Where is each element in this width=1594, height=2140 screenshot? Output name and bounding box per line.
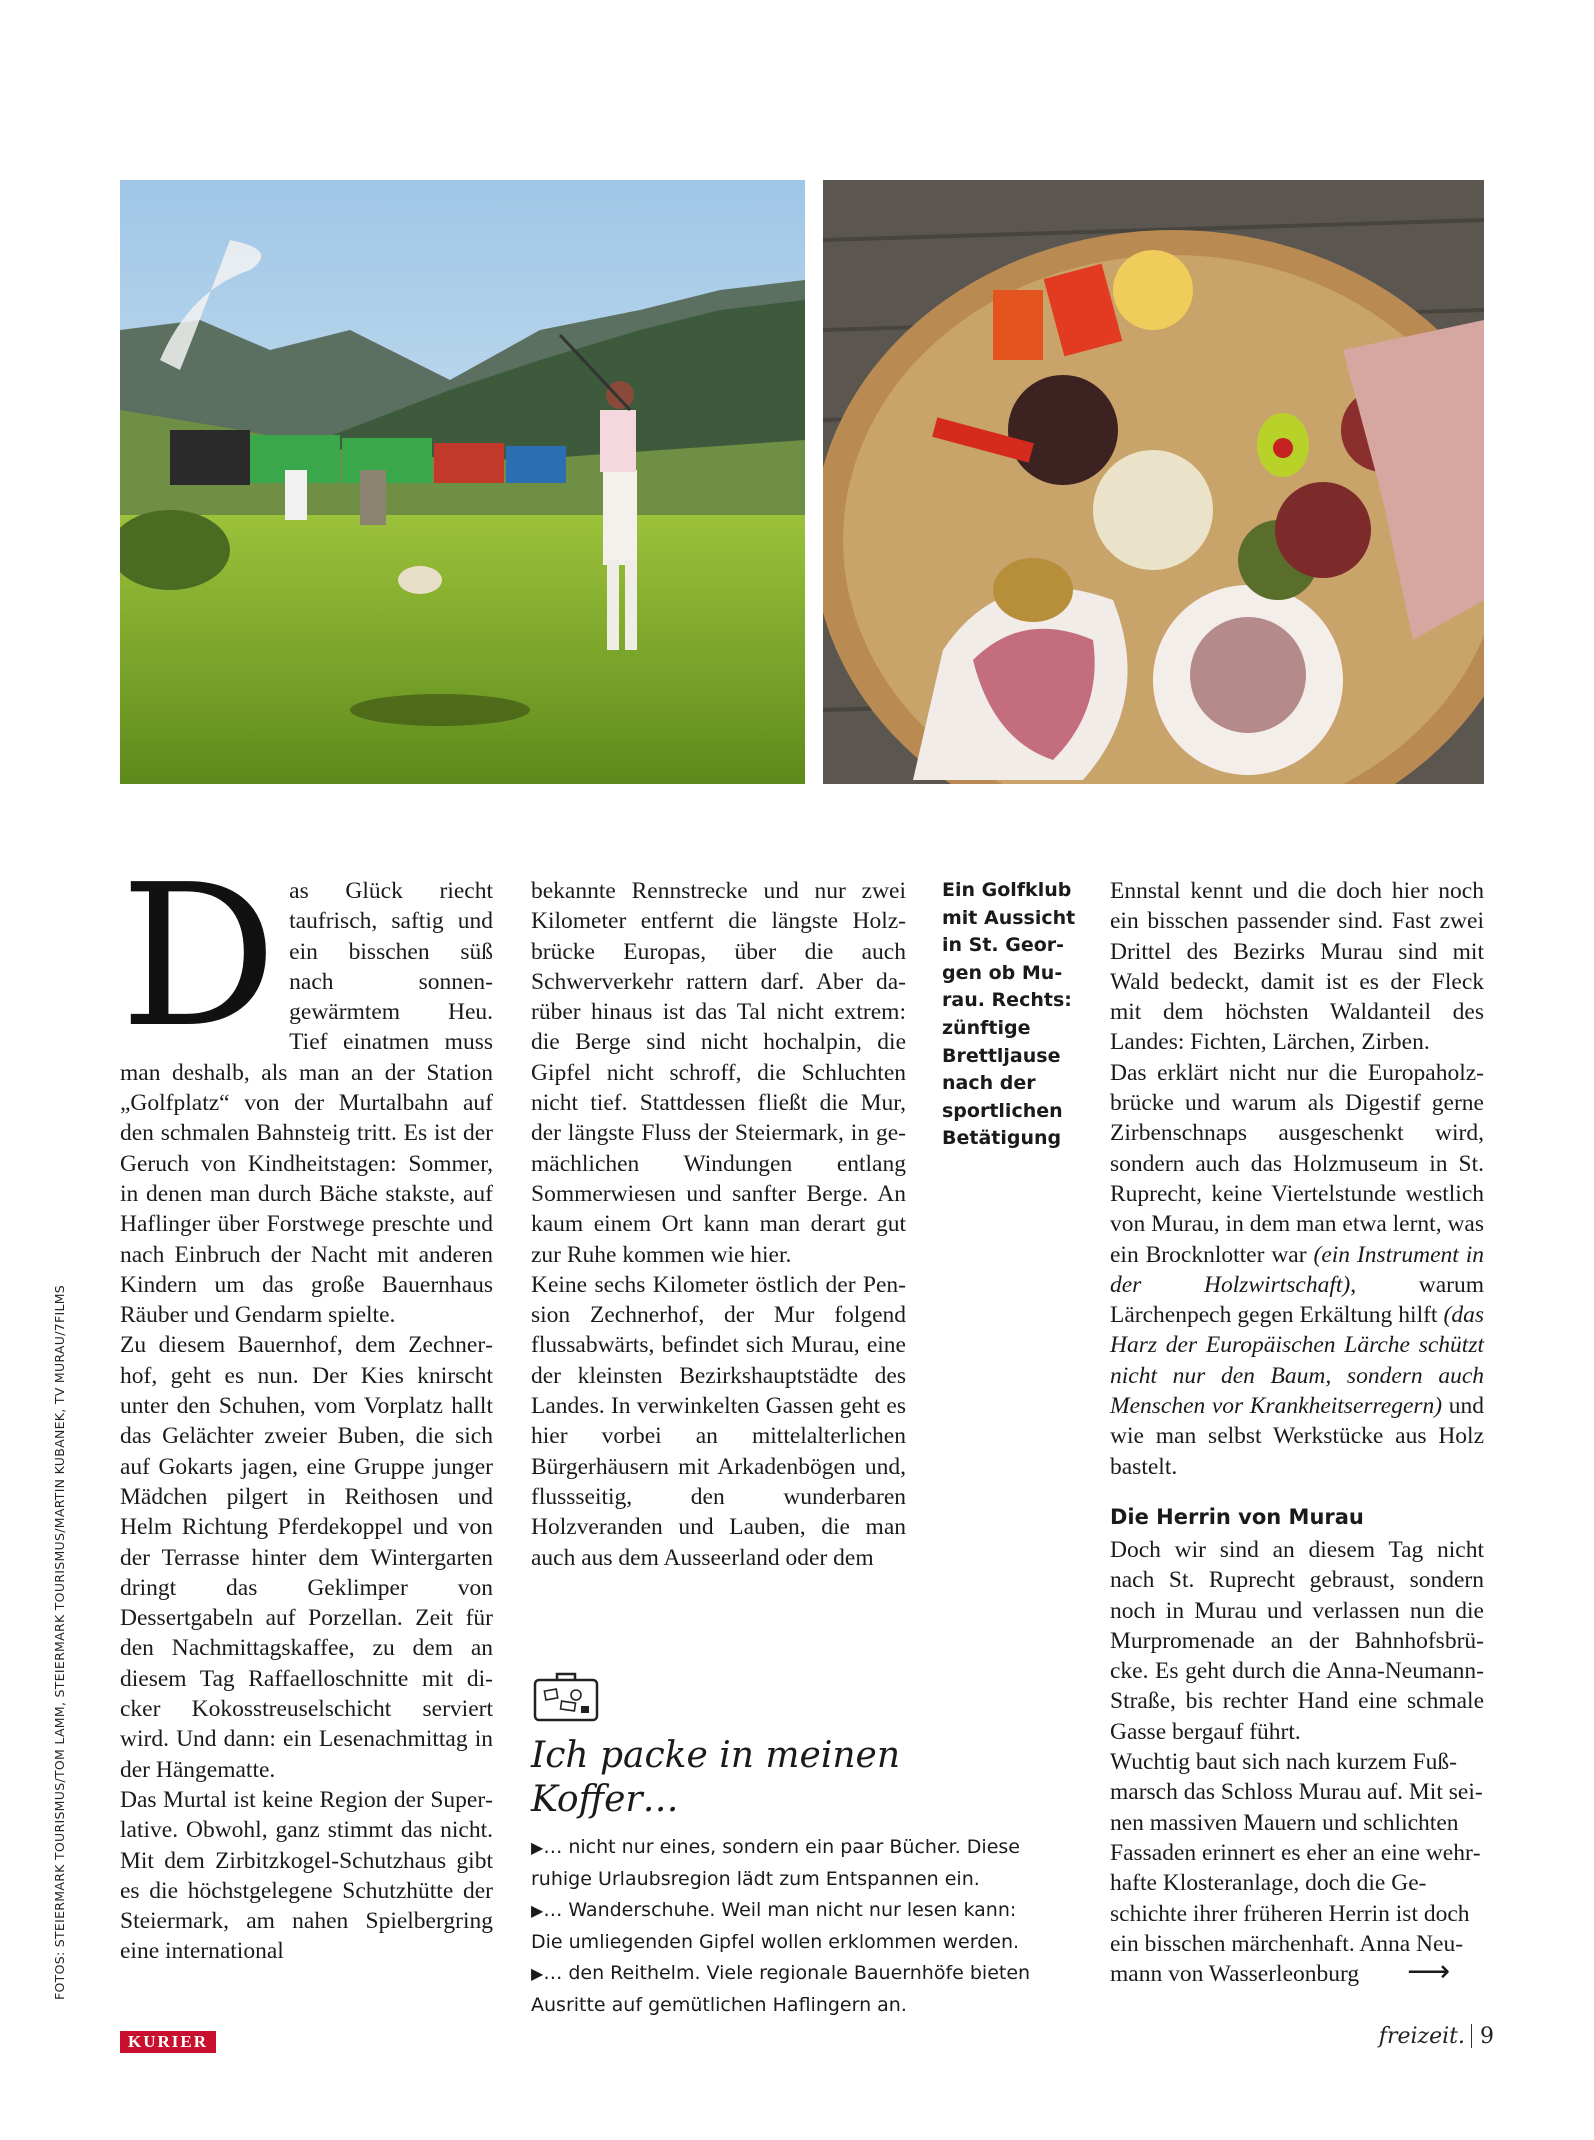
arrow-right-icon: ⟶: [1407, 1954, 1451, 1990]
triangle-bullet-icon: ▶: [531, 1964, 544, 1983]
caption-line: Betätigung: [942, 1127, 1062, 1150]
triangle-bullet-icon: ▶: [531, 1838, 544, 1857]
caption-line: Brettljause: [942, 1044, 1061, 1067]
paragraph: Das erklärt nicht nur die Europaholzbrücke und warum als Digestif gerne Zirbenschnaps ausgeschenkt wird, sondern auch das Holzmuseum in St. Ruprecht, keine Viertelstunde westlich von Murau, in dem man etwa lernt, was ein Brocknlotter war (ein Instrument in der Holzwirtschaft), warum Lärchenpech gegen Erkältung hilft (das Harz der Europäischen Lärche schützt nicht nur den Baum, sondern auch Menschen vor Krankheitserregern) und wie man selbst Werkstücke aus Holz bastelt.: [1110, 1059, 1485, 1480]
box-item: ▶… den Reithelm. Viele regionale Bauernhöfe bieten Ausritte auf gemütlichen Haflingern an.: [531, 1962, 1031, 2016]
paragraph: Wuchtig baut sich nach kurzem Fußmarsch das Schloss Murau auf. Mit seinen massiven Mauern und schlichten Fassaden erinnert es eher an eine wehrhafte Klosteranlage, doch die Geschichte ihrer früheren Herrin ist doch ein bisschen märchenhaft. Anna Neumann von Wasserleonburg ⟶: [1110, 1749, 1483, 1990]
caption-line: in St. Geor-: [942, 934, 1065, 957]
article-column-2: [531, 876, 906, 1573]
packing-box: [531, 1668, 1031, 2021]
caption-line: zünftige: [942, 1016, 1031, 1039]
drop-cap: D: [120, 843, 274, 1071]
brettljause-photo: [823, 180, 1484, 784]
paragraph: Keine sechs Kilometer östlich der Pension Zechnerhof, der Mur folgend flussabwärts, befindet sich Murau, eine der kleinsten Bezirkshauptstädte des Landes. In verwinkelten Gassen geht es hier vorbei an mittelalterlichen Bürgerhäusern mit Arkadenbögen und, flussseitig, den wunderbaren Holzveranden und Lauben, die man auch aus dem Ausseerland oder dem: [531, 1271, 906, 1571]
paragraph: Doch wir sind an diesem Tag nicht nach St. Ruprecht gebraust, sondern noch in Murau und verlassen nun die Murpromenade an der Bahnhofsbrücke. Es geht durch die Anna-Neumann-Straße, bis rechter Hand eine schmale Gasse bergauf führt.: [1110, 1536, 1484, 1745]
paragraph: bekannte Rennstrecke und nur zwei Kilometer entfernt die längste Holzbrücke Europas, über die auch Schwerverkehr rattern darf. Aber darüber hinaus ist das Tal nicht extrem: die Berge sind nicht hochalpin, die Gipfel nicht schroff, die Schluchten nicht tief. Stattdessen fließt die Mur, der längste Fluss der Steiermark, in gemächlichen Windungen entlang Sommerwiesen und sanfter Berge. An kaum einem Ort kann man derart gut zur Ruhe kommen wie hier.: [531, 878, 906, 1268]
suitcase-icon: [531, 1668, 603, 1724]
article-column-1: [120, 843, 493, 1967]
paragraph: Zu diesem Bauernhof, dem Zechnerhof, geht es nun. Der Kies knirscht unter den Schuhen, vom Vorplatz hallt das Gelächter zweier Buben, die sich auf Gokarts jagen, eine Gruppe junger Mädchen pilgert in Reithosen und Helm Richtung Pferdekoppel und von der Terrasse hinter dem Wintergarten dringt das Geklimper von Dessertgabeln auf Porzellan. Zeit für den Nachmittagskaffee, zu dem an diesem Tag Raffaelloschnitte mit dicker Kokosstreuselschicht serviert wird. Und dann: ein Lesenachmittag in der Hängematte.: [120, 1332, 493, 1783]
triangle-bullet-icon: ▶: [531, 1901, 544, 1920]
golf-photo: [120, 180, 805, 784]
caption-line: sportlichen: [942, 1099, 1063, 1122]
caption-line: gen ob Mu-: [942, 961, 1063, 984]
caption-line: rau. Rechts:: [942, 989, 1072, 1012]
page-folio: [1379, 2024, 1494, 2049]
freizeit-brand: freizeit.: [1378, 2024, 1465, 2049]
kurier-logo: KURIER: [120, 2031, 216, 2053]
paragraph: as Glück riecht taufrisch, saftig und ein bisschen süß nach sonnengewärmtem Heu. Tief einatmen muss man deshalb, als man an der Station „Golfplatz“ von der Murtalbahn auf den schmalen Bahnsteig tritt. Es ist der Geruch von Kindheitstagen: Sommer, in denen man durch Bäche stakste, auf Haflinger über Forstwege preschte und nach Einbruch der Nacht mit anderen Kindern um das große Bauernhaus Räuber und Gendarm spielte.: [120, 878, 493, 1329]
folio-divider: [1471, 2024, 1472, 2048]
article-column-3: [1110, 876, 1484, 1989]
photo-caption: [942, 877, 1092, 1153]
caption-line: nach der: [942, 1072, 1036, 1095]
caption-line: mit Aussicht: [942, 906, 1076, 929]
caption-line: Ein Golfklub: [942, 879, 1072, 901]
photo-credit: FOTOS: STEIERMARK TOURISMUS/TOM LAMM, STEIERMARK TOURISMUS/MARTIN KUBANEK, TV MURAU/7FILMS: [52, 1284, 67, 2000]
box-title: Ich packe in meinen Koffer…: [531, 1735, 901, 1820]
box-item: ▶… Wanderschuhe. Weil man nicht nur lesen kann: Die umliegenden Gipfel wollen erklommen werden.: [531, 1899, 1020, 1953]
page-number: 9: [1480, 2024, 1494, 2049]
paragraph: Das Murtal ist keine Region der Superlative. Obwohl, ganz stimmt das nicht. Mit dem Zirbitzkogel-Schutzhaus gibt es die höchstgelegene Schutzhütte der Steiermark, am nahen Spielbergring eine international: [120, 1786, 493, 1965]
section-subhead: Die Herrin von Murau: [1110, 1504, 1364, 1529]
box-item: ▶… nicht nur eines, sondern ein paar Bücher. Diese ruhige Urlaubsregion lädt zum Entspannen ein.: [531, 1836, 1020, 1890]
paragraph: Ennstal kennt und die doch hier noch ein bisschen passender sind. Fast zwei Drittel des Bezirks Murau sind mit Wald bedeckt, damit ist es der Fleck mit dem höchsten Waldanteil des Landes: Fichten, Lärchen, Zirben.: [1110, 878, 1484, 1056]
